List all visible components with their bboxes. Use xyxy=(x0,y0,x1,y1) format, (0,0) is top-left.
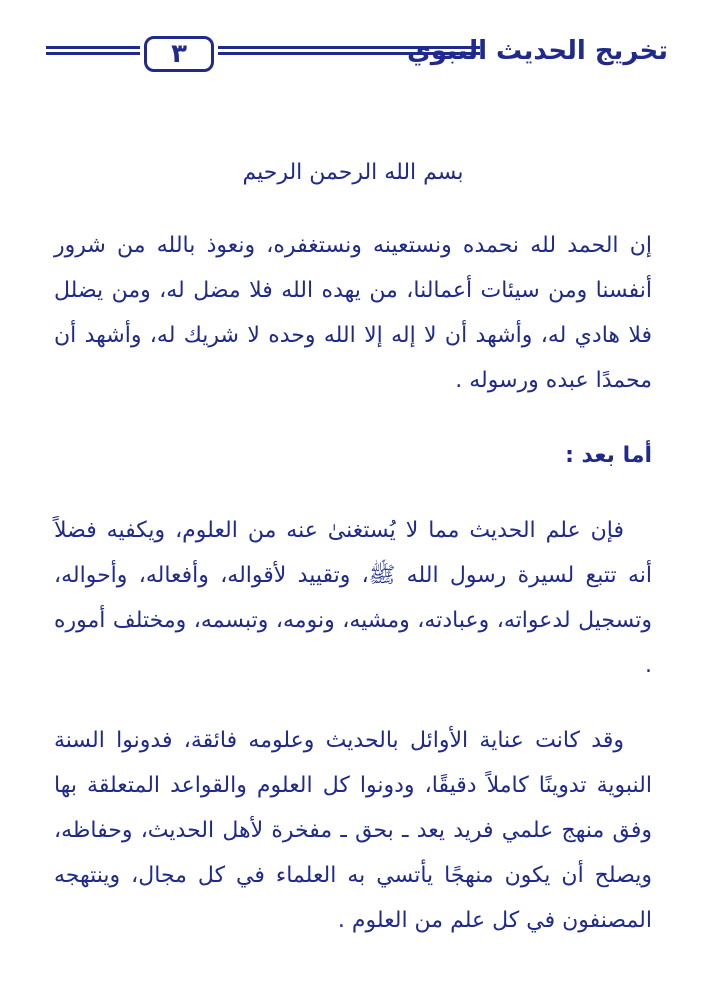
running-title: تخريج الحديث النبوي xyxy=(406,36,668,66)
page-number: ٣ xyxy=(171,39,187,69)
section-heading: أما بعد : xyxy=(565,443,652,468)
paragraph-early-scholars: وقد كانت عناية الأوائل بالحديث وعلومه فائقة، فدونوا السنة النبوية تدوينًا كاملاً دقيقًا، ودونوا كل العلوم والقواعد المتعلقة بها وفق منهج علمي فريد يعد ـ بحق ـ مفخرة لأهل الحديث، وحفاظه، ويصلح أن يكون منهجًا يأتسي به العلماء في كل مجال، وينتهجه المصنفون في كل علم من العلوم . xyxy=(54,728,652,933)
page-header xyxy=(40,34,668,74)
page-number-badge xyxy=(144,36,214,72)
opening-paragraph: إن الحمد لله نحمده ونستعينه ونستغفره، ونعوذ بالله من شرور أنفسنا ومن سيئات أعمالنا، من يهده الله فلا مضل له، ومن يضلل فلا هادي له، وأشهد أن لا إله إلا الله وحده لا شريك له، وأشهد أن محمدًا عبده ورسوله . xyxy=(54,233,652,393)
page-body xyxy=(54,160,652,957)
paragraph-hadith-science: فإن علم الحديث مما لا يُستغنىٰ عنه من العلوم، ويكفيه فضلاً أنه تتبع لسيرة رسول الله ﷺ، وتقييد لأقواله، وأفعاله، وأحواله، وتسجيل لدعواته، وعبادته، ومشيه، ونومه، وتبسمه، ومختلف أموره . xyxy=(54,518,652,678)
header-rule-left xyxy=(46,46,140,58)
basmala: بسم الله الرحمن الرحيم xyxy=(242,160,464,185)
